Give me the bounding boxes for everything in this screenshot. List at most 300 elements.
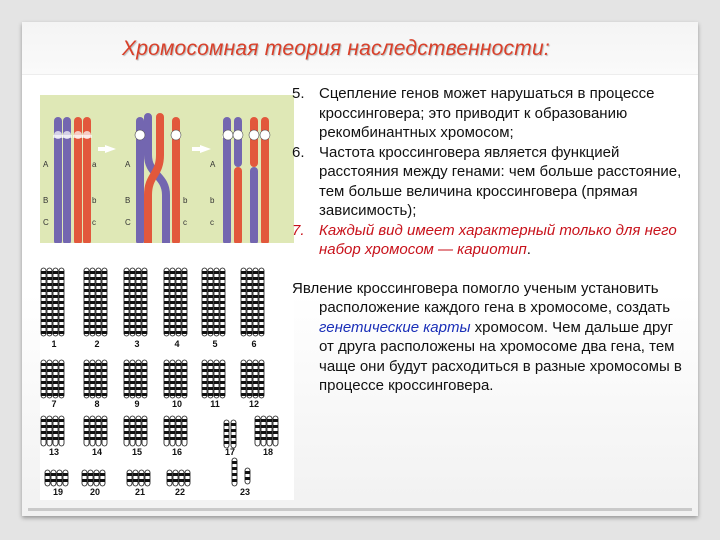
chromosome-band (176, 437, 181, 440)
chromosome-band (53, 363, 58, 366)
chromosome-band (88, 479, 93, 482)
chromosome-band (59, 381, 64, 384)
chromosome-band (220, 331, 225, 334)
chromosome-band (164, 289, 169, 292)
chromosome-band (47, 325, 52, 328)
chromatid (100, 470, 105, 486)
chromosome-band (241, 387, 246, 390)
chromosome-band (102, 331, 107, 334)
chromosome-band (102, 319, 107, 322)
title-bar (22, 22, 698, 74)
gene-label-b2: b (183, 196, 188, 205)
karyotype-figure (40, 262, 294, 500)
chromosome-band (176, 289, 181, 292)
chromosome-band (136, 295, 141, 298)
chromosome-band (259, 319, 264, 322)
chromosome-band (182, 319, 187, 322)
chromosome-band (90, 431, 95, 434)
chromosome-band (273, 437, 278, 440)
chromosome (96, 360, 101, 398)
chromosome-band (247, 307, 252, 310)
chromosome-band (139, 473, 144, 476)
chromosome-band (261, 419, 266, 422)
list-number: 7. (292, 221, 305, 239)
chromosome-band (220, 307, 225, 310)
chromosome-band (53, 387, 58, 390)
chromosome-band (145, 473, 150, 476)
chromosome-band (231, 435, 236, 438)
chromosome-band (202, 289, 207, 292)
chromosome (185, 470, 190, 486)
chromosome-band (182, 381, 187, 384)
chromosome-band (176, 369, 181, 372)
chromosome-band (176, 271, 181, 274)
chromosome-band (182, 325, 187, 328)
chromosome (41, 416, 46, 446)
chromosome-band (96, 325, 101, 328)
chromosome-band (214, 393, 219, 396)
chromosome-band (136, 393, 141, 396)
chromosome-band (142, 295, 147, 298)
text-content (292, 84, 684, 411)
karyotype-number-14: 14 (91, 447, 103, 457)
chromosome-band (208, 363, 213, 366)
chromosome-band (53, 307, 58, 310)
chromosome-band (261, 437, 266, 440)
chromosome-band (90, 419, 95, 422)
chromosome-band (82, 479, 87, 482)
chromosome-band (41, 319, 46, 322)
chromosome-band (136, 331, 141, 334)
chromosome (84, 416, 89, 446)
chromosome-band (47, 307, 52, 310)
chromosome-band (84, 437, 89, 440)
chromosome-band (84, 271, 89, 274)
chromosome-band (164, 277, 169, 280)
chromosome (231, 420, 236, 448)
chromosome-band (53, 325, 58, 328)
chromosome-band (84, 425, 89, 428)
chromosome-band (202, 381, 207, 384)
chromosome-band (84, 319, 89, 322)
chromosome (255, 416, 260, 446)
chromosome (247, 360, 252, 398)
chromosome-band (84, 331, 89, 334)
chromosome-band (247, 393, 252, 396)
chromosome-band (173, 479, 178, 482)
chromosome-band (59, 387, 64, 390)
chromosome-band (47, 387, 52, 390)
chromosome-band (241, 319, 246, 322)
chromosome-band (179, 473, 184, 476)
chromosome-band (164, 313, 169, 316)
chromosome-band (241, 325, 246, 328)
chromosome-band (59, 369, 64, 372)
chromosome-band (90, 301, 95, 304)
list-item (292, 221, 684, 260)
chromosome-band (241, 363, 246, 366)
chromosome-band (124, 419, 129, 422)
chromosome-band (136, 307, 141, 310)
chromosome-band (130, 363, 135, 366)
chromosome-band (124, 381, 129, 384)
chromosome-band (241, 283, 246, 286)
chromosome (59, 416, 64, 446)
chromosome-band (253, 325, 258, 328)
gene-label-A2: A (125, 160, 131, 169)
chromosome-band (220, 381, 225, 384)
chromosome-band (208, 375, 213, 378)
chromosome-band (124, 375, 129, 378)
centromere-icon (249, 130, 259, 140)
chromosome (127, 470, 132, 486)
chromosome-band (173, 473, 178, 476)
chromosome-band (247, 387, 252, 390)
gene-label-C2: C (125, 218, 131, 227)
chromosome-band (202, 271, 207, 274)
chromosome-band (167, 479, 172, 482)
centromere-icon (63, 131, 71, 139)
chromosome-band (41, 419, 46, 422)
chromosome-band (253, 313, 258, 316)
chromosome-band (208, 319, 213, 322)
chromosome-band (96, 425, 101, 428)
chromosome (214, 360, 219, 398)
chromosome-band (124, 431, 129, 434)
chromosome (53, 268, 58, 336)
chromosome (53, 416, 58, 446)
chromosome-band (84, 431, 89, 434)
chromosome-band (124, 283, 129, 286)
chromosome-band (231, 429, 236, 432)
chromosome-band (259, 301, 264, 304)
chromosome-band (142, 425, 147, 428)
karyotype-number-8: 8 (94, 399, 100, 409)
chromosome-band (102, 437, 107, 440)
chromosome-band (202, 363, 207, 366)
chromosome-band (214, 289, 219, 292)
chromosome-band (142, 431, 147, 434)
chromosome-band (170, 431, 175, 434)
chromosome-band (96, 363, 101, 366)
chromosome-band (102, 425, 107, 428)
chromosome-band (142, 331, 147, 334)
chromosome (53, 360, 58, 398)
chromosome-band (164, 363, 169, 366)
chromosome (57, 470, 62, 486)
chromosome-band (232, 473, 237, 476)
chromosome-band (59, 289, 64, 292)
chromosome-band (214, 325, 219, 328)
chromosome-band (102, 369, 107, 372)
list-item (292, 143, 684, 221)
chromosome (102, 268, 107, 336)
chromosome (259, 360, 264, 398)
chromosome (130, 268, 135, 336)
slide (22, 22, 698, 516)
karyotype-number-22: 22 (174, 487, 186, 497)
gene-label-c2: c (183, 218, 187, 227)
chromosome-band (102, 375, 107, 378)
chromosome-orange-top (250, 117, 258, 167)
chromosome-orange-bottom (234, 167, 242, 243)
chromosome-band (102, 431, 107, 434)
chromosome (220, 360, 225, 398)
chromosome-band (176, 431, 181, 434)
chromosome-band (214, 381, 219, 384)
chromosome-band (136, 363, 141, 366)
chromosome (139, 470, 144, 486)
chromosome-band (102, 271, 107, 274)
chromosome-band (176, 381, 181, 384)
karyotype-number-10: 10 (171, 399, 183, 409)
chromosome-band (164, 425, 169, 428)
chromosome-band (182, 387, 187, 390)
chromosome-band (170, 419, 175, 422)
chromosome-band (220, 295, 225, 298)
chromosome (47, 360, 52, 398)
chromosome-band (232, 467, 237, 470)
chromosome-band (59, 431, 64, 434)
chromosome-band (241, 307, 246, 310)
chromosome-band (170, 369, 175, 372)
chromosome-band (57, 479, 62, 482)
chromosome-band (124, 325, 129, 328)
chromatid (179, 470, 184, 486)
chromosome-band (241, 289, 246, 292)
chromosome-band (247, 289, 252, 292)
chromosome-band (47, 301, 52, 304)
chromosome-band (139, 479, 144, 482)
chromosome-band (41, 387, 46, 390)
chromosome-band (90, 375, 95, 378)
chromosome (133, 470, 138, 486)
chromosome-band (90, 381, 95, 384)
chromosome-band (142, 375, 147, 378)
gene-label-b1: b (92, 196, 97, 205)
arrow-shaft (192, 147, 201, 151)
chromosome-band (214, 295, 219, 298)
chromatid (63, 470, 68, 486)
chromosome-band (142, 319, 147, 322)
chromosome-band (90, 331, 95, 334)
chromosome-band (220, 289, 225, 292)
chromosome-band (164, 331, 169, 334)
chromosome-band (247, 313, 252, 316)
chromosome-band (53, 289, 58, 292)
chromosome-band (41, 301, 46, 304)
chromosome-band (41, 393, 46, 396)
chromosome-band (136, 271, 141, 274)
karyotype-number-1: 1 (51, 339, 57, 349)
chromosome-band (96, 393, 101, 396)
chromosome-band (253, 363, 258, 366)
chromosome-band (84, 301, 89, 304)
chromosome-band (214, 363, 219, 366)
chromosome-band (170, 295, 175, 298)
chromosome-band (41, 271, 46, 274)
chromosome-band (84, 295, 89, 298)
chromosome-band (59, 319, 64, 322)
chromatid (51, 470, 56, 486)
chromosome-band (136, 313, 141, 316)
chromosome-band (130, 393, 135, 396)
chromosome-band (53, 271, 58, 274)
list-item (292, 84, 684, 143)
chromosome-band (124, 393, 129, 396)
chromosome-band (182, 437, 187, 440)
chromosome-band (214, 301, 219, 304)
chromosome (202, 360, 207, 398)
chromosome-band (185, 473, 190, 476)
chromosome-band (142, 369, 147, 372)
chromosome-band (59, 325, 64, 328)
chromosome-band (202, 277, 207, 280)
chromosome-band (176, 301, 181, 304)
chromosome-band (96, 271, 101, 274)
chromosome-band (130, 425, 135, 428)
chromosome-band (136, 381, 141, 384)
chromosome-band (253, 289, 258, 292)
chromosome-band (214, 375, 219, 378)
chromosome (124, 416, 129, 446)
chromosome-band (164, 301, 169, 304)
chromosome-band (255, 419, 260, 422)
chromosome-band (63, 479, 68, 482)
chromosome-band (220, 325, 225, 328)
chromosome (273, 416, 278, 446)
chromosome-band (53, 295, 58, 298)
chromosome-band (182, 393, 187, 396)
chromatid (145, 470, 150, 486)
chromosome (253, 268, 258, 336)
chromosome-band (53, 393, 58, 396)
chromosome-band (142, 363, 147, 366)
gene-label-B1: B (43, 196, 49, 205)
crossing-over-figure (40, 95, 294, 243)
chromosome-band (167, 473, 172, 476)
chromosome-band (84, 313, 89, 316)
chromosome (94, 470, 99, 486)
chromosome-band (51, 479, 56, 482)
chromosome-band (164, 283, 169, 286)
chromosome (84, 360, 89, 398)
chromosome-band (136, 301, 141, 304)
chromosome-band (182, 295, 187, 298)
chromosome-band (90, 369, 95, 372)
chromosome-band (164, 319, 169, 322)
chromosome-band (208, 289, 213, 292)
chromosome-band (142, 387, 147, 390)
chromosome-band (84, 325, 89, 328)
bottom-divider (28, 508, 692, 511)
chromosome-band (96, 369, 101, 372)
chromosome-band (84, 363, 89, 366)
chromosome-band (102, 381, 107, 384)
chromosome-band (53, 369, 58, 372)
chromosome-band (59, 295, 64, 298)
chromosome-band (96, 289, 101, 292)
chromosome-band (53, 313, 58, 316)
chromosome-band (259, 369, 264, 372)
chromosome-band (247, 301, 252, 304)
chromosome-band (208, 277, 213, 280)
chromosome-band (241, 393, 246, 396)
chromosome-band (84, 289, 89, 292)
chromosome-band (220, 363, 225, 366)
chromosome-band (247, 325, 252, 328)
chromosome-band (208, 393, 213, 396)
chromosome-band (41, 289, 46, 292)
chromosome-band (102, 307, 107, 310)
chromosome (220, 268, 225, 336)
karyotype-number-9: 9 (134, 399, 140, 409)
chromosome-band (84, 307, 89, 310)
chromosome-band (176, 313, 181, 316)
chromatid (88, 470, 93, 486)
chromosome-band (102, 363, 107, 366)
chromosome-band (176, 363, 181, 366)
chromosome-band (84, 381, 89, 384)
chromosome-band (130, 319, 135, 322)
chromosome (142, 416, 147, 446)
chromosome-band (164, 387, 169, 390)
chromosome-band (179, 479, 184, 482)
chromosome-band (259, 277, 264, 280)
chromosome-band (136, 277, 141, 280)
chromosome-band (241, 331, 246, 334)
chromosome-band (170, 387, 175, 390)
chromosome-band (136, 369, 141, 372)
chromosome-band (96, 277, 101, 280)
chromosome-band (208, 331, 213, 334)
chromosome-band (202, 375, 207, 378)
karyotype-number-12: 12 (248, 399, 260, 409)
chromosome-band (202, 301, 207, 304)
chromosome-band (170, 319, 175, 322)
chromosome-band (142, 381, 147, 384)
chromosome-band (202, 307, 207, 310)
chromosome-band (247, 363, 252, 366)
chromosome-band (164, 381, 169, 384)
chromosome-band (170, 277, 175, 280)
chromosome-band (47, 331, 52, 334)
chromosome-band (220, 387, 225, 390)
chromosome-band (202, 319, 207, 322)
chromosome-band (96, 283, 101, 286)
chromosome-band (208, 283, 213, 286)
chromosome-band (82, 473, 87, 476)
chromosome (182, 268, 187, 336)
chromosome-band (164, 419, 169, 422)
chromosome-band (136, 375, 141, 378)
chromosome-band (253, 369, 258, 372)
chromosome (170, 268, 175, 336)
chromosome (51, 470, 56, 486)
chromosome-band (253, 271, 258, 274)
chromosome-band (53, 375, 58, 378)
chromatid (173, 470, 178, 486)
chromatid (185, 470, 190, 486)
chromosome-band (241, 381, 246, 384)
chromosome (170, 360, 175, 398)
chromosome-band (59, 307, 64, 310)
chromosome-band (267, 431, 272, 434)
chromosome-band (90, 313, 95, 316)
chromosome-band (220, 271, 225, 274)
chromosome (202, 268, 207, 336)
chromosome-band (47, 319, 52, 322)
